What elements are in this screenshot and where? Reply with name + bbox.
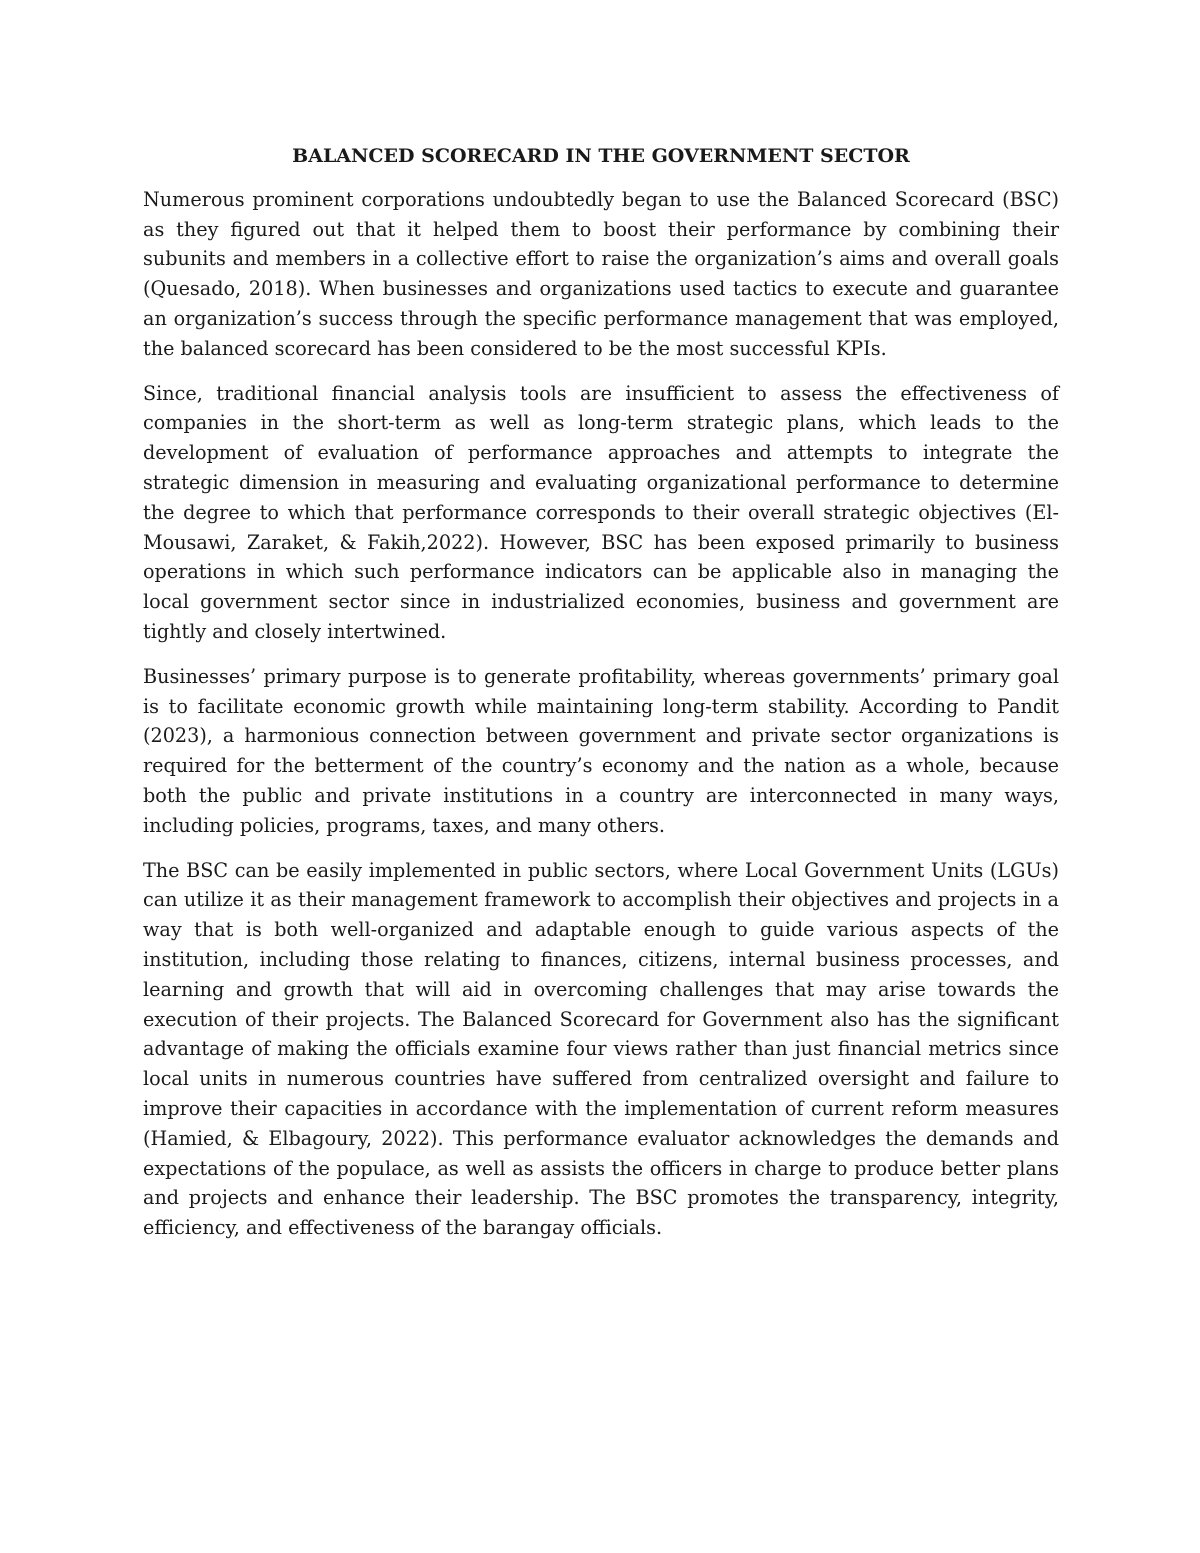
document-title: BALANCED SCORECARD IN THE GOVERNMENT SECTOR (292, 145, 910, 167)
paragraph-2: Since, traditional financial analysis tools are insufficient to assess the effectiveness of companies in the short-term as well as long-term strategic plans, which leads to the development of evaluation of performance approaches and attempts to integrate the strategic dimension in measuring and evaluating organizational performance to determine the degree to which that performance corresponds to their overall strategic objectives (El-Mousawi, Zaraket, & Fakih,2022). However, BSC has been exposed primarily to business operations in which such performance indicators can be applicable also in managing the local government sector since in industrialized economies, business and government are tightly and closely intertwined. (143, 381, 1059, 643)
paragraph-4: The BSC can be easily implemented in public sectors, where Local Government Units (LGUs) can utilize it as their management framework to accomplish their objectives and projects in a way that is both well-organized and adaptable enough to guide various aspects of the institution, including those relating to finances, citizens, internal business processes, and learning and growth that will aid in overcoming challenges that may arise towards the execution of their projects. The Balanced Scorecard for Government also has the significant advantage of making the officials examine four views rather than just financial metrics since local units in numerous countries have suffered from centralized oversight and failure to improve their capacities in accordance with the implementation of current reform measures (Hamied, & Elbagoury, 2022). This performance evaluator acknowledges the demands and expectations of the populace, as well as assists the officers in charge to produce better plans and projects and enhance their leadership. The BSC promotes the transparency, integrity, efficiency, and effectiveness of the barangay officials. (143, 858, 1059, 1240)
paragraph-3: Businesses’ primary purpose is to generate profitability, whereas governments’ primary goal is to facilitate economic growth while maintaining long-term stability. According to Pandit (2023), a harmonious connection between government and private sector organizations is required for the betterment of the country’s economy and the nation as a whole, because both the public and private institutions in a country are interconnected in many ways, including policies, programs, taxes, and many others. (143, 664, 1059, 837)
paragraph-1: Numerous prominent corporations undoubtedly began to use the Balanced Scorecard (BSC) as they figured out that it helped them to boost their performance by combining their subunits and members in a collective effort to raise the organization’s aims and overall goals (Quesado, 2018). When businesses and organizations used tactics to execute and guarantee an organization’s success through the specific performance management that was employed, the balanced scorecard has been considered to be the most successful KPIs. (143, 187, 1059, 360)
document-body (143, 142, 1059, 1258)
